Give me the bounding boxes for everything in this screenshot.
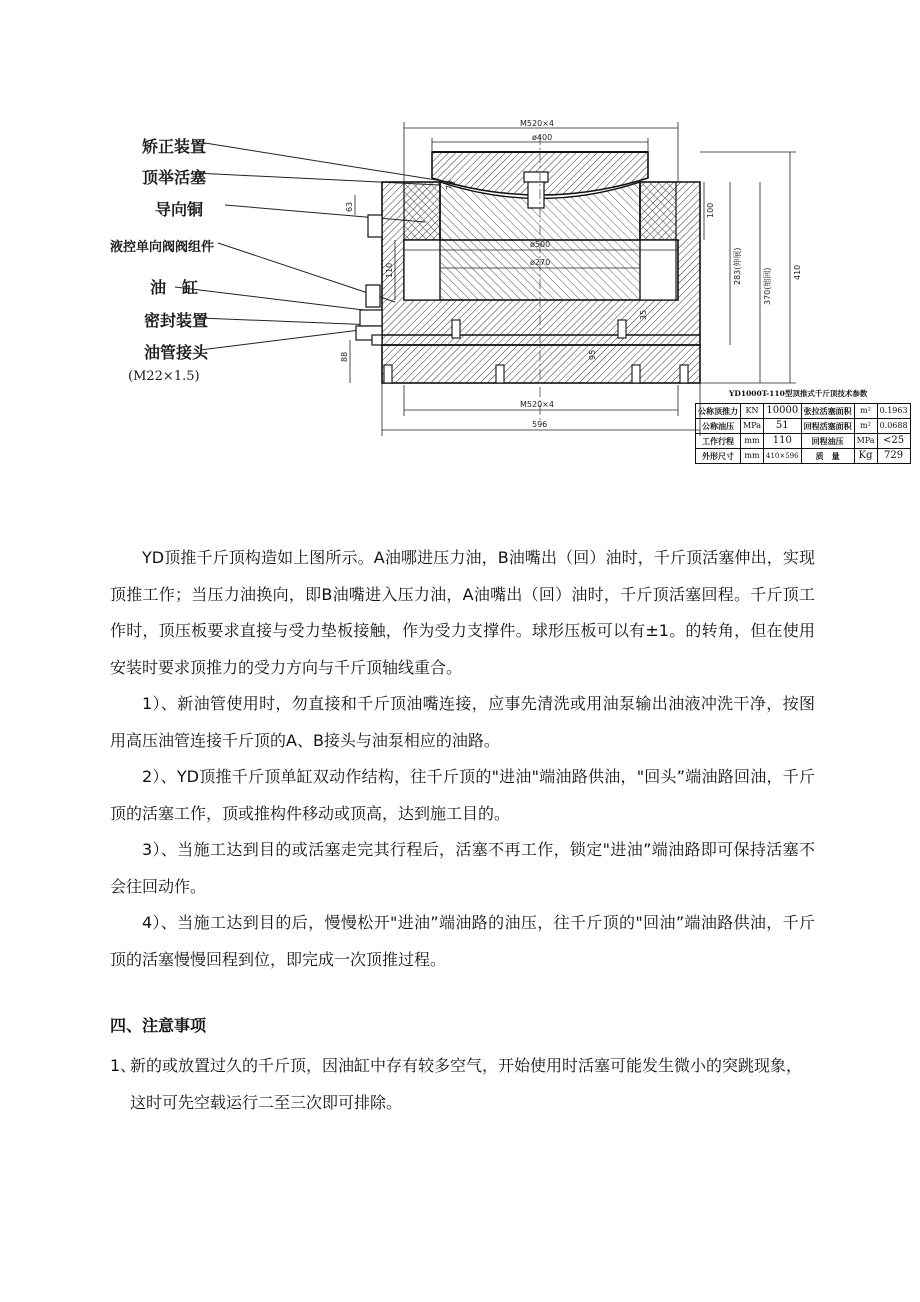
spec-cell: 回程活塞面积 (801, 419, 854, 434)
spec-cell: 110 (763, 434, 801, 449)
dim-height-410: 410 (793, 264, 802, 280)
spec-cell: 0.0688 (877, 419, 910, 434)
step-4-paragraph: 4）、当施工达到目的后，慢慢松开"进油”端油路的油压，往千斤顶的"回油”端油路供油，千斤顶的活塞慢慢回程到位，即完成一次顶推过程。 (110, 913, 815, 969)
spec-cell: 51 (763, 419, 801, 434)
callout-cylinder: 油 缸 (150, 278, 199, 297)
item-text: 新的或放置过久的千斤顶，因油缸中存有较多空气，开始使用时活塞可能发生微小的突跳现象，这时可先空载运行二至三次即可排除。 (130, 1056, 803, 1112)
dim-63: 63 (345, 201, 354, 212)
spec-cell: m² (854, 419, 877, 434)
spec-cell: KN (741, 404, 764, 419)
dim-75: 75 (445, 179, 454, 190)
spec-cell: 公称油压 (696, 419, 741, 434)
dim-110: 110 (385, 262, 394, 278)
dim-overall-width: 596 (532, 420, 548, 429)
spec-cell: 0.1963 (877, 404, 910, 419)
item-number: 1、 (110, 1056, 137, 1075)
callout-pipe-thread: (M22×1.5) (128, 369, 200, 384)
section-heading: 四、注意事项 (110, 1016, 207, 1035)
dim-dia-500: ø500 (530, 240, 551, 249)
step-2-paragraph: 2）、YD顶推千斤顶单缸双动作结构，往千斤顶的"进油"端油路供油，"回头”端油路回油，千斤顶的活塞工作，顶或推构件移动或顶高，达到施工目的。 (110, 767, 815, 823)
dim-95: 95 (588, 349, 597, 360)
callout-check-valve: 液控单向阀阀组件 (110, 240, 215, 255)
dim-100: 100 (706, 202, 715, 218)
dim-35: 35 (639, 309, 648, 320)
dim-88: 88 (340, 351, 349, 362)
dim-top-bolts: M520×4 (520, 119, 554, 128)
intro-paragraph: YD顶推千斤顶构造如上图所示。A油哪进压力油，B油嘴出（回）油时，千斤顶活塞伸出，实现顶推工作；当压力油换向，即B油嘴进入压力油，A油嘴出（回）油时，千斤顶活塞回程。千斤顶工作时，顶压板要求直接与受力垫板接触，作为受力支撑件。球形压板可以有±1。的转角，但在使用安装时要求顶推力的受力方向与千斤顶轴线重合。 (110, 548, 815, 677)
spec-cell: Kg (854, 449, 877, 464)
guide-copper-right (640, 182, 676, 240)
step-3-paragraph: 3）、当施工达到目的或活塞走完其行程后，活塞不再工作，锁定"进油”端油路即可保持活塞不会往回动作。 (110, 840, 815, 896)
precaution-item-1 (110, 1048, 815, 1121)
spec-cell: 张拉活塞面积 (801, 404, 854, 419)
spec-row (696, 419, 911, 434)
callout-correction: 矫正装置 (142, 137, 207, 156)
spec-cell: 工作行程 (696, 434, 741, 449)
step-1-paragraph: 1）、新油管使用时，勿直接和千斤顶油嘴连接，应事先清洗或用油泵输出油液冲洗干净，按图用高压油管连接千斤顶的A、B接头与油泵相应的油路。 (110, 694, 815, 750)
spec-cell: MPa (741, 419, 764, 434)
spec-row (696, 449, 911, 464)
spec-table-title: YD1000T-110型顶推式千斤顶技术参数 (729, 389, 868, 398)
spec-cell: <25 (877, 434, 910, 449)
dim-height-370: 370(缩回) (763, 267, 772, 305)
dim-top-dia: ø400 (532, 133, 553, 142)
spec-cell: 质 量 (801, 449, 854, 464)
spec-row (696, 434, 911, 449)
callout-guide-copper: 导向铜 (155, 200, 204, 219)
spec-cell: 公称顶推力 (696, 404, 741, 419)
dim-dia-270: ø270 (530, 258, 551, 267)
spec-cell: 10000 (763, 404, 801, 419)
spec-cell: MPa (854, 434, 877, 449)
spec-cell: m² (854, 404, 877, 419)
valve-assembly (356, 215, 382, 345)
spec-cell: 外形尺寸 (696, 449, 741, 464)
spec-cell: 回程油压 (801, 434, 854, 449)
spec-table (695, 403, 911, 464)
callout-lift-piston: 顶举活塞 (142, 168, 207, 187)
dim-height-283: 283(伸展) (733, 247, 742, 285)
dim-bottom-bolts: M520×4 (520, 400, 554, 409)
base-plate (382, 345, 700, 383)
callout-seal: 密封装置 (144, 311, 209, 330)
spec-cell: mm (741, 449, 764, 464)
spec-cell: 729 (877, 449, 910, 464)
spec-cell: 410×596 (763, 449, 801, 464)
guide-copper-left (404, 182, 440, 240)
spec-row (696, 404, 911, 419)
spec-cell: mm (741, 434, 764, 449)
callout-pipe-joint: 油管接头 (144, 343, 209, 362)
